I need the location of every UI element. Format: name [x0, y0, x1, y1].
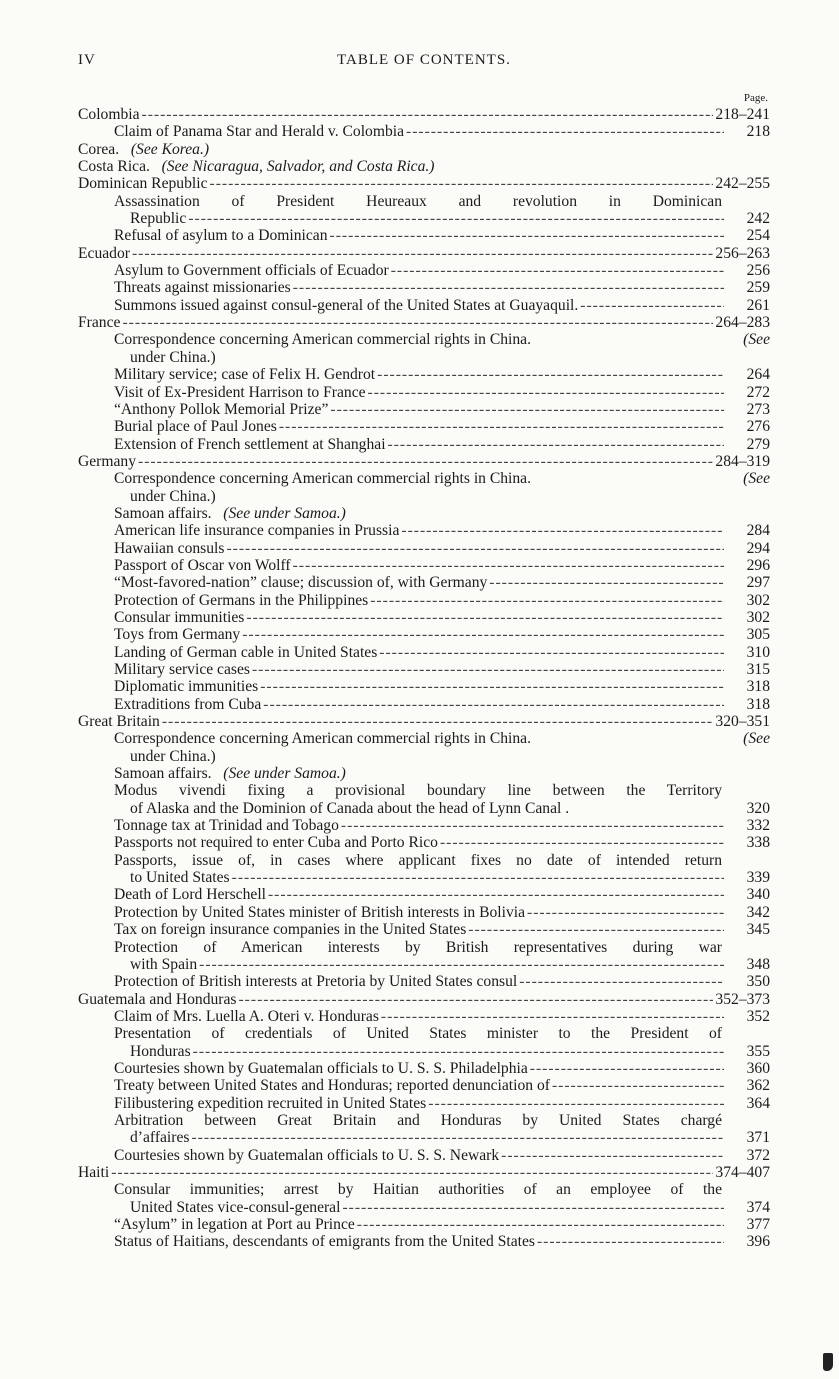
toc-line-first: Arbitration between Great Britain and Honduras by United States chargé: [114, 1111, 722, 1129]
entry-title: Visit of Ex-President Harrison to France: [114, 383, 366, 401]
dot-leader: [246, 609, 724, 626]
toc-section: [78, 991, 770, 1008]
entry-page: 315: [746, 661, 770, 678]
toc-section: [78, 453, 770, 470]
entry-page: 355: [746, 1042, 770, 1060]
toc-line: [114, 210, 770, 227]
toc-item: [78, 418, 770, 435]
entry-page: 362: [746, 1077, 770, 1095]
toc-item: [78, 661, 770, 678]
toc-line: [114, 505, 770, 522]
toc-line: [114, 765, 770, 782]
see-reference: (See: [743, 331, 770, 349]
entry-page: 256–263: [715, 244, 770, 262]
entry-title: Corea.: [78, 140, 120, 158]
toc-item: [78, 973, 770, 990]
toc-item: [78, 1095, 770, 1112]
toc-line: [114, 522, 770, 539]
toc-line: [114, 1060, 770, 1077]
toc-line: [114, 1147, 770, 1164]
dot-leader: [489, 574, 724, 591]
dot-leader: [252, 661, 724, 678]
toc-line-first: Consular immunities; arrest by Haitian authorities of an employee of the: [114, 1181, 722, 1199]
dot-leader: [330, 227, 724, 244]
toc-item: [78, 540, 770, 557]
entry-title: Correspondence concerning American commercial rights in China.: [114, 470, 531, 488]
entry-title: Tonnage tax at Trinidad and Tobago: [114, 817, 339, 835]
entry-title: to United States: [130, 869, 230, 887]
toc-line: [114, 401, 770, 418]
dot-leader: [232, 869, 724, 886]
dot-leader: [242, 626, 724, 643]
entry-title: Samoan affairs.: [114, 504, 212, 522]
dot-leader: [537, 1233, 724, 1250]
dot-leader: [501, 1147, 724, 1164]
page-header: [78, 52, 770, 78]
toc-section: [78, 141, 770, 158]
entry-title: Guatemala and Honduras: [78, 990, 237, 1008]
entry-page: 279: [746, 435, 770, 453]
entry-title: Haiti: [78, 1163, 110, 1181]
toc-line-first: Passports, issue of, in cases where applicant fixes no date of intended return: [114, 851, 722, 869]
toc-item: [78, 921, 770, 938]
dot-leader: [330, 401, 724, 418]
entry-page: 352: [746, 1007, 770, 1025]
toc-item: [78, 193, 770, 228]
toc-line: [114, 661, 770, 678]
toc-line: [114, 1199, 770, 1216]
entry-page: 310: [746, 643, 770, 661]
toc-section: [78, 158, 770, 175]
toc-item: [78, 522, 770, 539]
entry-title: Burial place of Paul Jones: [114, 418, 277, 436]
entry-page: 372: [746, 1146, 770, 1164]
toc-line: [114, 834, 770, 851]
entry-title: Death of Lord Herschell: [114, 886, 266, 904]
toc-item: [78, 436, 770, 453]
toc-item: [78, 678, 770, 695]
toc-line: [114, 904, 770, 921]
entry-page: 259: [746, 279, 770, 297]
toc-line: [78, 1164, 770, 1181]
toc-item: [78, 696, 770, 713]
dot-leader: [293, 557, 724, 574]
toc-line: [114, 800, 770, 817]
see-reference: (See: [743, 730, 770, 748]
toc-line: [114, 644, 770, 661]
toc-item: [78, 817, 770, 834]
toc-line: [114, 1008, 770, 1025]
toc-line: [114, 869, 770, 886]
entry-title: “Anthony Pollok Memorial Prize”: [114, 400, 329, 418]
entry-page: 218: [746, 123, 770, 141]
entry-title: Tax on foreign insurance companies in the United States: [114, 921, 467, 939]
page-column-label: Page.: [743, 92, 768, 104]
entry-title: Dominican Republic: [78, 175, 208, 193]
entry-page: 332: [746, 817, 770, 835]
dot-leader: [279, 418, 724, 435]
dot-leader: [440, 834, 724, 851]
entry-page: 305: [746, 626, 770, 644]
entry-page: 318: [746, 695, 770, 713]
dot-leader: [111, 1164, 713, 1181]
see-reference: (See: [743, 470, 770, 488]
dot-leader: [381, 1008, 724, 1025]
entry-page: 348: [746, 955, 770, 973]
dot-leader: [142, 106, 714, 123]
toc-line: [114, 262, 770, 279]
entry-title: Claim of Panama Star and Herald v. Colombia: [114, 123, 405, 141]
dot-leader: [226, 540, 724, 557]
toc-section: [78, 106, 770, 123]
entry-page: 364: [746, 1094, 770, 1112]
toc-line: [78, 158, 770, 175]
entry-page: 302: [746, 591, 770, 609]
toc-line: [114, 1043, 770, 1060]
toc-line: [114, 574, 770, 591]
toc-line: [78, 314, 770, 331]
toc-line: [114, 418, 770, 435]
entry-title: Treaty between United States and Honduras; reported denunciation of: [114, 1077, 550, 1095]
entry-page: 294: [746, 539, 770, 557]
toc-item: [78, 1060, 770, 1077]
entry-page: 320: [746, 799, 770, 817]
dot-leader: [379, 644, 724, 661]
toc-item: [78, 765, 770, 782]
see-reference: (See Nicaragua, Salvador, and Costa Rica.): [161, 158, 435, 176]
entry-title: Germany: [78, 452, 137, 470]
entry-page: 254: [746, 227, 770, 245]
entry-title: Filibustering expedition recruited in United States: [114, 1094, 427, 1112]
entry-title: Correspondence concerning American commercial rights in China.: [114, 730, 531, 748]
ink-mark: [823, 1353, 833, 1371]
entry-title: Diplomatic immunities: [114, 678, 259, 696]
entry-title: Costa Rica.: [78, 158, 150, 176]
toc-line: [78, 175, 770, 192]
entry-title: Military service cases: [114, 661, 250, 678]
see-reference: (See under Samoa.): [223, 504, 346, 522]
toc-item: [78, 123, 770, 140]
entry-page: 284–319: [715, 452, 770, 470]
entry-title: Colombia: [78, 106, 140, 123]
toc-item: [78, 574, 770, 591]
toc-item: [78, 852, 770, 887]
entry-title: with Spain: [130, 955, 198, 973]
entry-title: Protection by United States minister of British interests in Bolivia: [114, 903, 526, 921]
see-reference: (See Korea.): [130, 140, 210, 158]
toc-line: [114, 956, 770, 973]
toc-item: [78, 262, 770, 279]
dot-leader: [388, 436, 724, 453]
entry-page: 374: [746, 1198, 770, 1216]
dot-leader: [193, 1043, 724, 1060]
dot-leader: [428, 1095, 724, 1112]
entry-page: 297: [746, 574, 770, 592]
dot-leader: [293, 279, 724, 296]
entry-title: Samoan affairs.: [114, 765, 212, 783]
dot-leader: [357, 1216, 724, 1233]
toc-continuation: under China.): [130, 487, 216, 505]
dot-leader: [368, 384, 724, 401]
entry-title: Passports not required to enter Cuba and Porto Rico: [114, 834, 438, 852]
entry-title: Extension of French settlement at Shanghai: [114, 435, 386, 453]
toc-line: [114, 1077, 770, 1094]
toc-continuation: under China.): [130, 348, 216, 366]
entry-page: 272: [746, 383, 770, 401]
page-number: IV: [78, 52, 96, 68]
dot-leader: [468, 921, 724, 938]
toc-item: [78, 1112, 770, 1147]
toc-line: [114, 331, 770, 348]
toc-item: [78, 1147, 770, 1164]
toc-line: [114, 678, 770, 695]
page-title: TABLE OF CONTENTS.: [337, 52, 511, 68]
dot-leader: [530, 1060, 724, 1077]
toc-line: [114, 592, 770, 609]
toc-item: [78, 730, 770, 765]
toc-line: [114, 540, 770, 557]
toc-item: [78, 1008, 770, 1025]
entry-page: 242–255: [715, 175, 770, 193]
see-reference: (See under Samoa.): [223, 765, 346, 783]
toc-line: [78, 141, 770, 158]
entry-title: Asylum to Government officials of Ecuador: [114, 262, 389, 280]
toc-item: [78, 331, 770, 366]
toc-line: [114, 626, 770, 643]
toc-line: [114, 817, 770, 834]
toc-line: [78, 245, 770, 262]
entry-page: 264: [746, 366, 770, 384]
toc-line: [114, 1129, 770, 1146]
dot-leader: [519, 973, 724, 990]
toc-item: [78, 626, 770, 643]
toc-line: [114, 279, 770, 296]
toc-item: [78, 505, 770, 522]
toc-line-first: Assassination of President Heureaux and revolution in Dominican: [114, 192, 722, 210]
toc-line-first: Protection of American interests by British representatives during war: [114, 938, 722, 956]
toc-line: [114, 384, 770, 401]
entry-title: Courtesies shown by Guatemalan officials to U. S. S. Philadelphia: [114, 1059, 528, 1077]
toc-item: [78, 1233, 770, 1250]
entry-page: 345: [746, 921, 770, 939]
toc-item: [78, 886, 770, 903]
toc-item: [78, 782, 770, 817]
entry-title: Protection of British interests at Pretoria by United States consul: [114, 973, 518, 991]
toc-line: [78, 106, 770, 123]
toc-line-first: Presentation of credentials of United States minister to the President of: [114, 1025, 722, 1043]
entry-page: 284: [746, 522, 770, 540]
dot-leader: [527, 904, 724, 921]
entry-page: 374–407: [715, 1163, 770, 1181]
entry-page: 342: [746, 903, 770, 921]
entry-page: 242: [746, 210, 770, 228]
toc-line: [114, 366, 770, 383]
toc-section: [78, 1164, 770, 1181]
toc-item: [78, 609, 770, 626]
entry-title: Consular immunities: [114, 608, 245, 626]
dot-leader: [122, 314, 713, 331]
toc-item: [78, 1181, 770, 1216]
toc-line: [114, 886, 770, 903]
toc-item: [78, 557, 770, 574]
dot-leader: [191, 1129, 724, 1146]
dot-leader: [401, 522, 724, 539]
toc-line-first: Modus vivendi fixing a provisional boundary line between the Territory: [114, 782, 722, 800]
entry-title: Protection of Germans in the Philippines: [114, 591, 369, 609]
dot-leader: [370, 592, 724, 609]
entry-page: 320–351: [715, 713, 770, 731]
entry-page: 264–283: [715, 314, 770, 332]
toc-item: [78, 297, 770, 314]
entry-title: United States vice-consul-general: [130, 1198, 341, 1216]
toc-line: [78, 991, 770, 1008]
dot-leader: [199, 956, 724, 973]
entry-title: Great Britain: [78, 713, 160, 731]
toc-item: [78, 401, 770, 418]
entry-page: 352–373: [715, 990, 770, 1008]
toc-section: [78, 314, 770, 331]
entry-title: Honduras: [130, 1042, 191, 1060]
dot-leader: [260, 678, 724, 695]
toc-page: [78, 52, 770, 1251]
toc-item: [78, 939, 770, 974]
entry-title: Military service; case of Felix H. Gendrot: [114, 366, 376, 384]
entry-page: 261: [746, 296, 770, 314]
entry-title: Republic: [130, 210, 187, 228]
toc-line: [114, 921, 770, 938]
entry-title: Hawaiian consuls: [114, 539, 225, 557]
dot-leader: [268, 886, 724, 903]
entry-title: American life insurance companies in Prussia: [114, 522, 400, 540]
dot-leader: [406, 123, 724, 140]
dot-leader: [138, 453, 713, 470]
entry-title: Ecuador: [78, 244, 130, 262]
toc-item: [78, 904, 770, 921]
entry-title: Summons issued against consul-general of the United States at Guayaquil.: [114, 296, 579, 314]
toc-line: [114, 557, 770, 574]
entry-title: France: [78, 314, 121, 332]
dot-leader: [263, 696, 724, 713]
entry-page: 377: [746, 1216, 770, 1233]
entry-title: Courtesies shown by Guatemalan officials to U. S. S. Newark: [114, 1146, 500, 1164]
toc-item: [78, 366, 770, 383]
toc-line: [114, 609, 770, 626]
toc-item: [78, 470, 770, 505]
entry-title: Passport of Oscar von Wolff: [114, 556, 291, 574]
toc-section: [78, 713, 770, 730]
toc-line: [78, 713, 770, 730]
toc-line: [114, 470, 770, 487]
toc-line: [114, 1216, 770, 1233]
dot-leader: [132, 245, 713, 262]
dot-leader: [210, 175, 714, 192]
toc-line: [78, 453, 770, 470]
toc-item: [78, 279, 770, 296]
entry-page: 338: [746, 834, 770, 852]
dot-leader: [391, 262, 724, 279]
entry-page: 296: [746, 556, 770, 574]
entry-title: Toys from Germany: [114, 626, 241, 644]
entry-page: 318: [746, 678, 770, 696]
entry-title: Status of Haitians, descendants of emigrants from the United States: [114, 1233, 535, 1251]
toc-item: [78, 592, 770, 609]
dot-leader: [552, 1077, 724, 1094]
toc-line: [114, 730, 770, 747]
toc-section: [78, 245, 770, 262]
entry-page: 339: [746, 869, 770, 887]
entry-title: Landing of German cable in United States: [114, 643, 378, 661]
toc-line: [114, 973, 770, 990]
entry-title: “Asylum” in legation at Port au Prince: [114, 1216, 355, 1233]
toc-line: [114, 297, 770, 314]
toc-line: [114, 696, 770, 713]
entry-page: 276: [746, 418, 770, 436]
dot-leader: [238, 991, 713, 1008]
dot-leader: [580, 297, 724, 314]
toc-line: [114, 1233, 770, 1250]
entry-page: 273: [746, 400, 770, 418]
entry-title: d’affaires: [130, 1129, 190, 1147]
toc-section: [78, 175, 770, 192]
toc-line: [114, 1095, 770, 1112]
entry-page: 340: [746, 886, 770, 904]
toc-item: [78, 1077, 770, 1094]
dot-leader: [377, 366, 724, 383]
entry-title: “Most-favored-nation” clause; discussion of, with Germany: [114, 574, 488, 592]
entry-page: 302: [746, 608, 770, 626]
entry-title: Extraditions from Cuba: [114, 695, 262, 713]
dot-leader: [188, 210, 724, 227]
entry-title: of Alaska and the Dominion of Canada about the head of Lynn Canal .: [130, 799, 570, 817]
toc-item: [78, 834, 770, 851]
toc-line: [114, 227, 770, 244]
toc-item: [78, 227, 770, 244]
entry-page: 396: [746, 1233, 770, 1251]
toc-item: [78, 1216, 770, 1233]
toc-item: [78, 1025, 770, 1060]
entry-title: Correspondence concerning American commercial rights in China.: [114, 331, 531, 349]
dot-leader: [341, 817, 724, 834]
entry-page: 360: [746, 1059, 770, 1077]
entry-title: Refusal of asylum to a Dominican: [114, 227, 328, 245]
entry-page: 218–241: [715, 106, 770, 123]
entry-page: 350: [746, 973, 770, 991]
toc-line: [114, 436, 770, 453]
entry-page: 371: [746, 1129, 770, 1147]
entry-title: Claim of Mrs. Luella A. Oteri v. Honduras: [114, 1007, 379, 1025]
entry-page: 256: [746, 262, 770, 280]
dot-leader: [162, 713, 714, 730]
toc-continuation: under China.): [130, 747, 216, 765]
dot-leader: [342, 1199, 724, 1216]
toc-item: [78, 644, 770, 661]
toc-line: [114, 123, 770, 140]
toc-item: [78, 384, 770, 401]
entry-title: Threats against missionaries: [114, 279, 291, 297]
toc-list: [78, 106, 770, 1251]
